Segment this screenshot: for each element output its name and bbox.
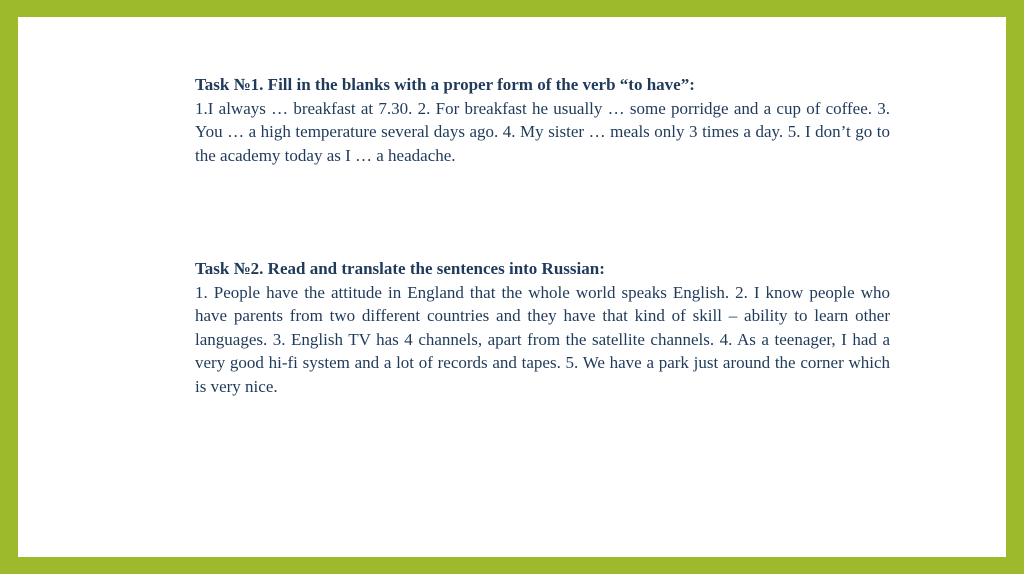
task-1 [195, 73, 890, 167]
task-2-heading: Task №2. Read and translate the sentences into Russian: [195, 259, 605, 278]
task-2 [195, 257, 890, 398]
task-1-heading: Task №1. Fill in the blanks with a proper form of the verb “to have”: [195, 75, 695, 94]
task-1-body: 1.I always … breakfast at 7.30. 2. For breakfast he usually … some porridge and a cup of coffee. 3. You … a high temperature several days ago. 4. My sister … meals only 3 times a day. 5. I don’t go to the academy today as I … a headache. [195, 98, 890, 165]
task-2-body: 1. People have the attitude in England that the whole world speaks English. 2. I know people who have parents from two different countries and they have that kind of skill – ability to learn other languages. 3. English TV has 4 channels, apart from the satellite channels. 4. As a teenager, I had a very good hi-fi system and a lot of records and tapes. 5. We have a park just around the corner which is very nice. [195, 282, 890, 396]
slide-content [18, 17, 1006, 557]
